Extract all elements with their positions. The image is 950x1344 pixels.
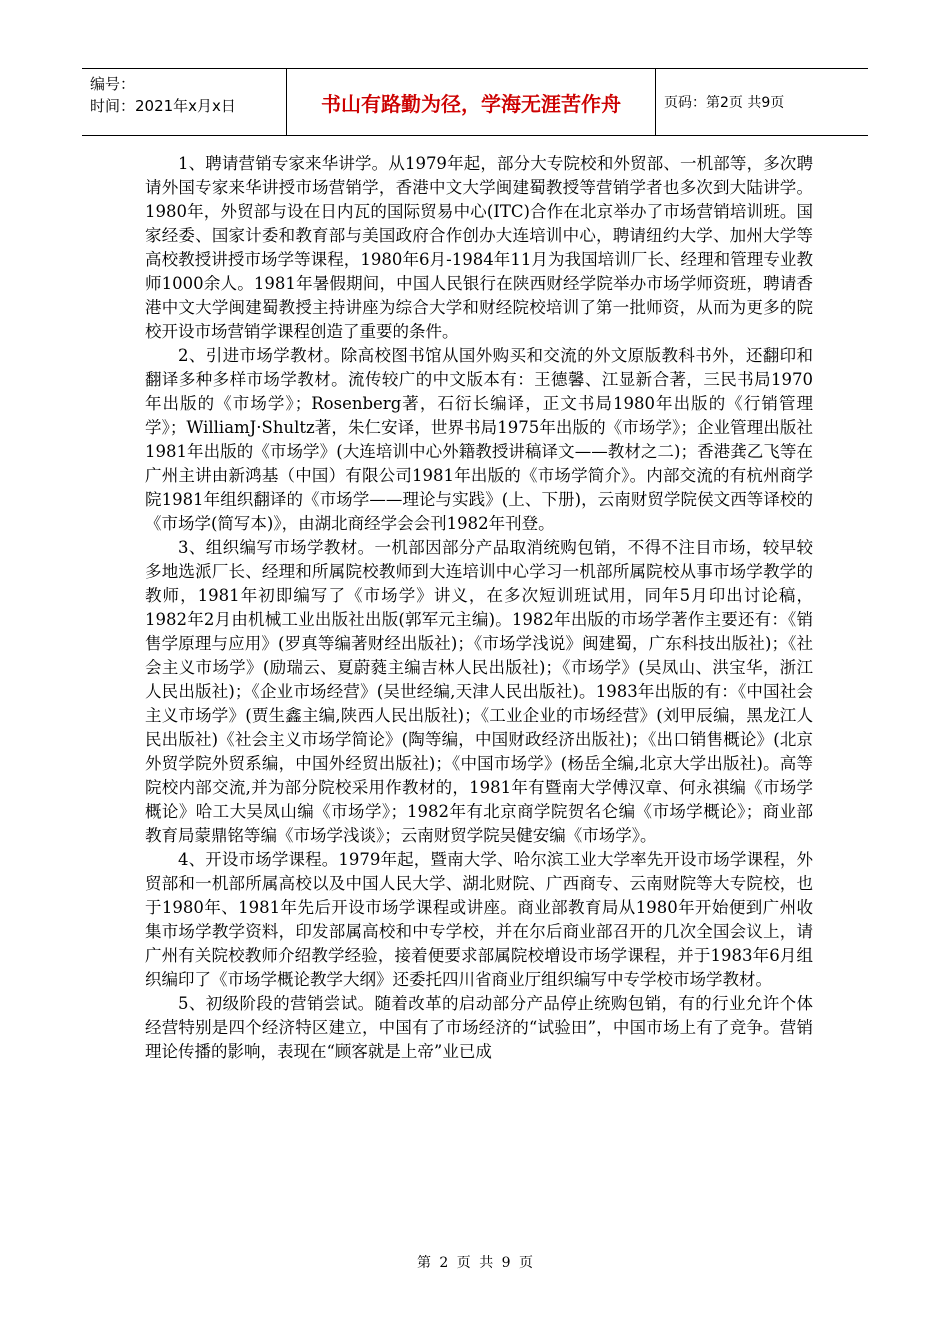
header-page-info: 页码：第2页 共9页 xyxy=(664,95,785,111)
document-body xyxy=(145,152,813,1064)
header-motto: 书山有路勤为径，学海无涯苦作舟 xyxy=(286,69,656,135)
page-footer: 第 2 页 共 9 页 xyxy=(416,1255,534,1271)
paragraph-5: 5、初级阶段的营销尝试。随着改革的启动部分产品停止统购包销，有的行业允许个体经营特别是四个经济特区建立，中国有了市场经济的“试验田”，中国市场上有了竞争。营销理论传播的影响，表现在“顾客就是上帝”业已成 xyxy=(145,994,813,1061)
document-number-label: 编号： xyxy=(90,75,136,93)
paragraph-1: 1、聘请营销专家来华讲学。从1979年起，部分大专院校和外贸部、一机部等，多次聘请外国专家来华讲授市场营销学，香港中文大学闽建蜀教授等营销学者也多次到大陆讲学。1980年，外贸部与设在日内瓦的国际贸易中心(ITC)合作在北京举办了市场营销培训班。国家经委、国家计委和教育部与美国政府合作创办大连培训中心，聘请纽约大学、加州大学等高校教授讲授市场学等课程，1980年6月-1984年11月为我国培训厂长、经理和管理专业教师1000余人。1981年暑假期间，中国人民银行在陕西财经学院举办市场学师资班，聘请香港中文大学闽建蜀教授主持讲座为综合大学和财经院校培训了第一批师资，从而为更多的院校开设市场营销学课程创造了重要的条件。 xyxy=(145,154,813,341)
page-header xyxy=(82,68,868,136)
document-time-label: 时间：2021年x月x日 xyxy=(90,97,236,115)
header-meta xyxy=(82,69,286,135)
paragraph-2: 2、引进市场学教材。除高校图书馆从国外购买和交流的外文原版教科书外，还翻印和翻译多种多样市场学教材。流传较广的中文版本有：王德馨、江显新合著，三民书局1970年出版的《市场学》；Rosenberg著，石衍长编译，正文书局1980年出版的《行销管理学》；WilliamJ·Shultz著，朱仁安译，世界书局1975年出版的《市场学》；企业管理出版社1981年出版的《市场学》(大连培训中心外籍教授讲稿译文——教材之二)；香港龚乙飞等在广州主讲由新鸿基（中国）有限公司1981年出版的《市场学简介》。内部交流的有杭州商学院1981年组织翻译的《市场学——理论与实践》(上、下册)，云南财贸学院侯文西等译校的《市场学(简写本)》，由湖北商经学会会刊1982年刊登。 xyxy=(145,346,813,533)
paragraph-3: 3、组织编写市场学教材。一机部因部分产品取消统购包销，不得不注目市场，较早较多地选派厂长、经理和所属院校教师到大连培训中心学习一机部所属院校从事市场学教学的教师，1981年初即编写了《市场学》讲义，在多次短训班试用，同年5月印出讨论稿，1982年2月由机械工业出版社出版(郭军元主编)。1982年出版的市场学著作主要还有：《销售学原理与应用》(罗真等编著财经出版社)；《市场学浅说》闽建蜀，广东科技出版社)；《社会主义市场学》(励瑞云、夏蔚蕤主编吉林人民出版社)；《市场学》(吴凤山、洪宝华，浙江人民出版社)；《企业市场经营》(吴世经编,天津人民出版社)。1983年出版的有：《中国社会主义市场学》(贾生鑫主编,陕西人民出版社)；《工业企业的市场经营》(刘甲辰编，黑龙江人民出版社)《社会主义市场学简论》(陶等编，中国财政经济出版社)；《出口销售概论》(北京外贸学院外贸系编，中国外经贸出版社)；《中国市场学》(杨岳全编,北京大学出版社)。高等院校内部交流,并为部分院校采用作教材的，1981年有暨南大学傅汉章、何永祺编《市场学概论》哈工大吴凤山编《市场学》；1982年有北京商学院贺名仑编《市场学概论》；商业部教育局蒙鼎铭等编《市场学浅谈》；云南财贸学院吴健安编《市场学》。 xyxy=(145,538,813,845)
paragraph-4: 4、开设市场学课程。1979年起，暨南大学、哈尔滨工业大学率先开设市场学课程，外贸部和一机部所属高校以及中国人民大学、湖北财院、广西商专、云南财院等大专院校，也于1980年、1981年先后开设市场学课程或讲座。商业部教育局从1980年开始便到广州收集市场学教学资料，印发部属高校和中专学校，并在尔后商业部召开的几次全国会议上，请广州有关院校教师介绍教学经验，接着便要求部属院校增设市场学课程，并于1983年6月组织编印了《市场学概论教学大纲》还委托四川省商业厅组织编写中专学校市场学教材。 xyxy=(145,850,813,989)
